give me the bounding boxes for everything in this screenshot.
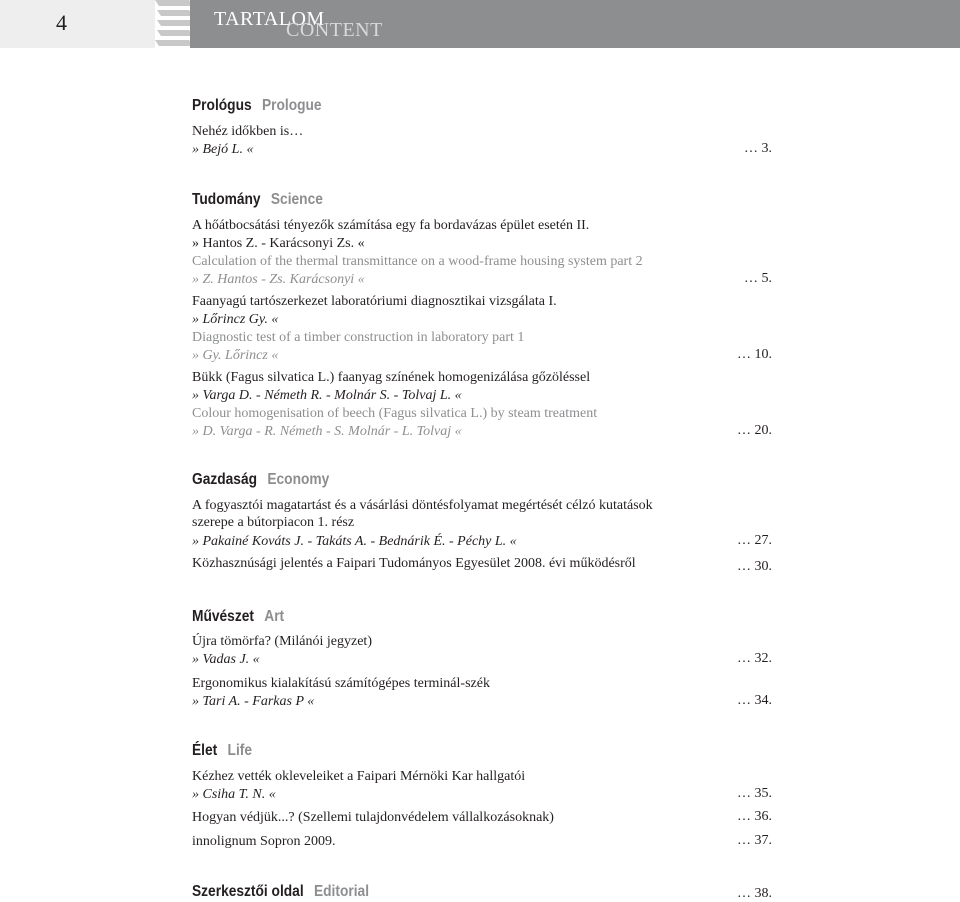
toc-page-number: … 3. bbox=[744, 141, 772, 156]
toc-entry-title-english[interactable]: Calculation of the thermal transmittance on a wood-frame housing system part 2 bbox=[192, 254, 643, 269]
toc-entry-title[interactable]: Faanyagú tartószerkezet laboratóriumi diagnosztikai vizsgálata I. bbox=[192, 294, 557, 309]
toc-entry-title[interactable]: Bükk (Fagus silvatica L.) faanyag színének homogenizálása gőzöléssel bbox=[192, 370, 591, 385]
section-heading-art bbox=[192, 608, 284, 626]
toc-entry-author-english: » Z. Hantos - Zs. Karácsonyi « bbox=[192, 272, 365, 287]
section-heading-science bbox=[192, 191, 323, 209]
toc-entry-title-english[interactable]: Colour homogenisation of beech (Fagus silvatica L.) by steam treatment bbox=[192, 406, 598, 421]
toc-page-number: … 5. bbox=[744, 271, 772, 286]
section-title-english: Economy bbox=[267, 471, 330, 488]
toc-page-number: … 27. bbox=[737, 533, 772, 548]
toc-entry-author-english: » Gy. Lőrincz « bbox=[192, 348, 279, 363]
toc-entry-title[interactable]: A fogyasztói magatartást és a vásárlási döntésfolyamat megértését célzó kutatások szerepe a bútorpiacon 1. rész bbox=[192, 498, 653, 530]
section-title-english: Science bbox=[270, 191, 323, 208]
toc-entry-title[interactable]: Ergonomikus kialakítású számítógépes terminál-szék bbox=[192, 676, 490, 691]
toc-entry-title[interactable]: Kézhez vették okleveleiket a Faipari Mérnöki Kar hallgatói bbox=[192, 769, 526, 784]
toc-page-number: … 36. bbox=[737, 809, 772, 824]
toc-page-number: … 38. bbox=[737, 886, 772, 901]
page-title: TARTALOM bbox=[214, 8, 325, 30]
toc-entry-author: » Hantos Z. - Karácsonyi Zs. « bbox=[192, 236, 365, 251]
section-title-english: Editorial bbox=[313, 883, 370, 900]
toc-entry-title[interactable]: innolignum Sopron 2009. bbox=[192, 834, 336, 849]
toc-page-number: … 32. bbox=[737, 651, 772, 666]
section-title-english: Prologue bbox=[261, 97, 322, 114]
toc-entry-title[interactable]: A hőátbocsátási tényezők számítása egy fa bordavázas épület esetén II. bbox=[192, 218, 590, 233]
section-heading-economy bbox=[192, 471, 329, 489]
toc-page-number: … 35. bbox=[737, 786, 772, 801]
page-number-box bbox=[0, 0, 160, 48]
section-heading-editorial bbox=[192, 883, 369, 901]
toc-page-number: … 20. bbox=[737, 423, 772, 438]
section-title: Művészet bbox=[192, 608, 254, 625]
page-title-english: CONTENT bbox=[286, 19, 383, 41]
toc-page-number: … 30. bbox=[737, 559, 772, 574]
section-title: Gazdaság bbox=[192, 471, 258, 488]
toc-entry-title[interactable]: Újra tömörfa? (Milánói jegyzet) bbox=[192, 634, 372, 649]
toc-entry-author: » Lőrincz Gy. « bbox=[192, 312, 279, 327]
stripes-ornament bbox=[155, 0, 195, 48]
toc-entry-author: » Csiha T. N. « bbox=[192, 787, 276, 802]
toc-entry-author: » Pakainé Kováts J. - Takáts A. - Bednárik É. - Péchy L. « bbox=[192, 534, 517, 549]
page-number: 4 bbox=[56, 10, 67, 35]
toc-entry-author: » Bejó L. « bbox=[192, 142, 254, 157]
page-header bbox=[0, 0, 960, 48]
toc-entry-title[interactable]: Közhasznúsági jelentés a Faipari Tudományos Egyesület 2008. évi működésről bbox=[192, 556, 636, 571]
toc-entry-title[interactable]: Nehéz időkben is… bbox=[192, 124, 304, 139]
toc-entry-title-english[interactable]: Diagnostic test of a timber construction in laboratory part 1 bbox=[192, 330, 525, 345]
toc-entry-author: » Tari A. - Farkas P « bbox=[192, 694, 315, 709]
section-heading-prologue bbox=[192, 97, 322, 115]
toc-entry-author: » Vadas J. « bbox=[192, 652, 260, 667]
section-title-english: Life bbox=[227, 742, 253, 759]
section-title: Tudomány bbox=[192, 191, 261, 208]
toc-entry-author: » Varga D. - Németh R. - Molnár S. - Tolvaj L. « bbox=[192, 388, 462, 403]
section-title: Élet bbox=[192, 742, 218, 759]
toc-page-number: … 10. bbox=[737, 347, 772, 362]
section-heading-life bbox=[192, 742, 252, 760]
section-title: Szerkesztői oldal bbox=[192, 883, 304, 900]
section-title-english: Art bbox=[264, 608, 285, 625]
toc-page-number: … 34. bbox=[737, 693, 772, 708]
toc-entry-title[interactable]: Hogyan védjük...? (Szellemi tulajdonvédelem vállalkozásoknak) bbox=[192, 810, 554, 825]
toc-page-number: … 37. bbox=[737, 833, 772, 848]
section-title: Prológus bbox=[192, 97, 252, 114]
toc-entry-author-english: » D. Varga - R. Németh - S. Molnár - L. Tolvaj « bbox=[192, 424, 462, 439]
